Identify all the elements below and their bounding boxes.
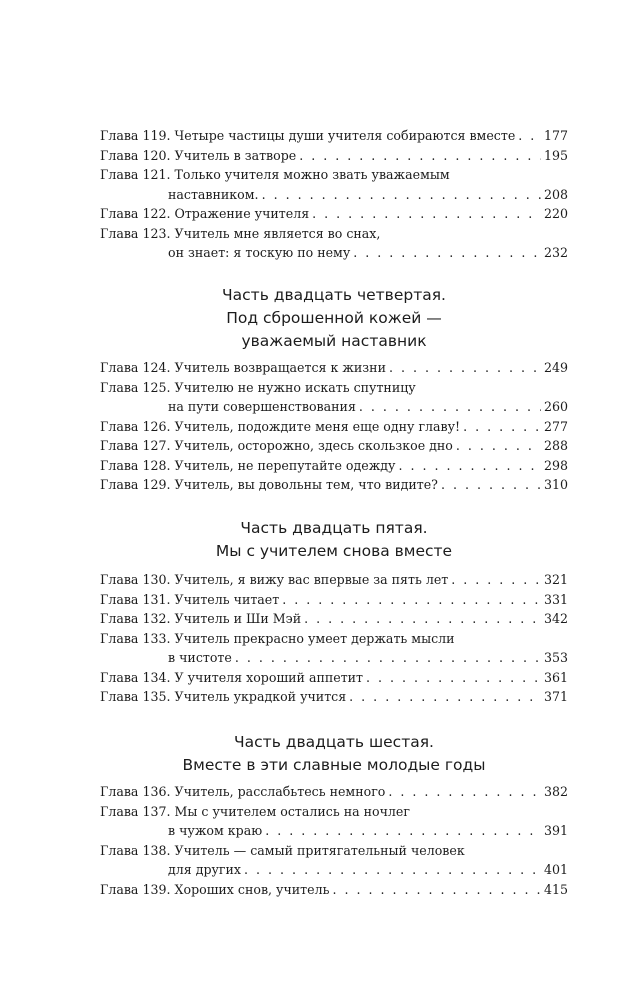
- chapter-number: Глава 129.: [100, 477, 171, 492]
- toc-entry: [100, 204, 568, 224]
- chapter-number: Глава 123.: [100, 225, 171, 241]
- part-heading-line: Мы с учителем снова вместе: [215, 542, 453, 560]
- chapter-title: У учителя хороший аппетит: [174, 669, 364, 685]
- page-number: 177: [543, 128, 568, 143]
- toc-group: [100, 358, 568, 495]
- chapter-number: Глава 134.: [100, 669, 171, 685]
- chapter-title: Учитель — самый притягательный человек: [174, 842, 465, 858]
- chapter-title: Учитель украдкой учится: [174, 689, 347, 704]
- chapter-title-continued: он знает: я тоскую по нему: [168, 245, 351, 260]
- page-number: 195: [543, 147, 568, 163]
- part-heading-line: Вместе в эти славные молодые годы: [182, 756, 486, 774]
- dot-leader: [235, 648, 541, 668]
- chapter-number: Глава 135.: [100, 689, 171, 704]
- toc-entry: [100, 629, 568, 668]
- chapter-number: Глава 131.: [100, 591, 171, 607]
- toc-entry: [100, 841, 568, 880]
- chapter-title-continued: для других: [168, 862, 242, 877]
- toc-entry: [100, 456, 568, 476]
- chapter-number: Глава 122.: [100, 206, 171, 221]
- page-number: 220: [543, 206, 568, 221]
- dot-leader: [388, 782, 541, 802]
- page-number: 391: [543, 823, 568, 838]
- page-number: 310: [543, 477, 568, 492]
- page-number: 331: [543, 591, 568, 607]
- toc-entry: [100, 687, 568, 707]
- chapter-title: Учитель мне является во снах,: [174, 225, 381, 241]
- chapter-number: Глава 137.: [100, 803, 171, 819]
- dot-leader: [265, 821, 541, 841]
- dot-leader: [312, 204, 541, 224]
- page-number: 353: [543, 650, 568, 665]
- dot-leader: [262, 185, 541, 205]
- chapter-title: Учитель читает: [174, 591, 280, 607]
- dot-leader: [451, 570, 541, 590]
- chapter-title: Хороших снов, учитель: [174, 881, 330, 897]
- page-number: 208: [543, 186, 568, 202]
- chapter-title: Учитель возвращается к жизни: [174, 360, 386, 375]
- chapter-title: Четыре частицы души учителя собираются вместе: [174, 128, 516, 143]
- chapter-title: Учитель, расслабьтесь немного: [174, 784, 386, 799]
- toc-entry: [100, 417, 568, 437]
- chapter-number: Глава 130.: [100, 572, 171, 587]
- page-number: 371: [543, 689, 568, 704]
- dot-leader: [463, 417, 541, 437]
- page-number: 298: [543, 457, 568, 473]
- toc-entry: [100, 224, 568, 263]
- chapter-number: Глава 139.: [100, 881, 171, 897]
- toc-entry: [100, 436, 568, 456]
- chapter-number: Глава 133.: [100, 630, 171, 646]
- part-heading: [100, 731, 568, 777]
- chapter-number: Глава 125.: [100, 379, 171, 395]
- chapter-title: Учитель, подождите меня еще одну главу!: [174, 418, 461, 434]
- chapter-title: Учителю не нужно искать спутницу: [174, 379, 416, 395]
- chapter-title: Учитель, не перепутайте одежду: [174, 457, 396, 473]
- toc-entry: [100, 358, 568, 378]
- dot-leader: [389, 358, 541, 378]
- toc-entry: [100, 165, 568, 204]
- chapter-number: Глава 124.: [100, 360, 171, 375]
- part-heading-line: Под сброшенной кожей —: [226, 309, 442, 327]
- dot-leader: [332, 880, 541, 900]
- chapter-title: Учитель, осторожно, здесь скользкое дно: [174, 438, 453, 453]
- toc-entry: [100, 802, 568, 841]
- dot-leader: [359, 397, 541, 417]
- toc-entry: [100, 590, 568, 610]
- chapter-number: Глава 128.: [100, 457, 171, 473]
- chapter-title: Учитель в затворе: [174, 147, 297, 163]
- chapter-title: Только учителя можно звать уважаемым: [174, 167, 450, 182]
- dot-leader: [398, 456, 540, 476]
- dot-leader: [366, 668, 541, 688]
- dot-leader: [441, 475, 541, 495]
- toc-group: [100, 570, 568, 707]
- page-number: 415: [543, 881, 568, 897]
- dot-leader: [353, 243, 541, 263]
- chapter-number: Глава 120.: [100, 147, 171, 163]
- toc-entry: [100, 668, 568, 688]
- chapter-title: Мы с учителем остались на ночлег: [174, 803, 410, 819]
- chapter-title-continued: на пути совершенствования: [168, 399, 356, 414]
- toc-group: [100, 782, 568, 899]
- page-number: 382: [543, 784, 568, 799]
- toc-entry: [100, 609, 568, 629]
- toc-group: [100, 126, 568, 263]
- page-number: 288: [543, 438, 568, 453]
- dot-leader: [518, 126, 541, 146]
- part-heading-line: Часть двадцать четвертая.: [222, 286, 446, 304]
- chapter-title: Учитель и Ши Мэй: [174, 611, 302, 626]
- chapter-number: Глава 136.: [100, 784, 171, 799]
- toc-entry: [100, 782, 568, 802]
- chapter-title: Учитель прекрасно умеет держать мысли: [174, 630, 455, 646]
- toc-entry: [100, 378, 568, 417]
- toc-entry: [100, 475, 568, 495]
- toc-entry: [100, 880, 568, 900]
- part-heading: [100, 284, 568, 353]
- part-heading-line: уважаемый наставник: [241, 332, 427, 350]
- toc-entry: [100, 570, 568, 590]
- chapter-number: Глава 127.: [100, 438, 171, 453]
- dot-leader: [456, 436, 541, 456]
- page-number: 321: [543, 572, 568, 587]
- chapter-title-continued: в чистоте: [168, 650, 232, 665]
- toc-entry: [100, 126, 568, 146]
- chapter-number: Глава 119.: [100, 128, 171, 143]
- toc-entry: [100, 146, 568, 166]
- page-number: 361: [543, 669, 568, 685]
- page-number: 249: [543, 360, 568, 375]
- dot-leader: [349, 687, 541, 707]
- page-number: 260: [543, 399, 568, 414]
- chapter-number: Глава 126.: [100, 418, 171, 434]
- part-heading-line: Часть двадцать шестая.: [234, 733, 434, 751]
- part-heading-line: Часть двадцать пятая.: [240, 519, 428, 537]
- chapter-title: Учитель, я вижу вас впервые за пять лет: [174, 572, 449, 587]
- page-number: 232: [543, 245, 568, 260]
- chapter-number: Глава 132.: [100, 611, 171, 626]
- chapter-number: Глава 121.: [100, 167, 171, 182]
- chapter-title: Учитель, вы довольны тем, что видите?: [174, 477, 438, 492]
- dot-leader: [299, 146, 541, 166]
- chapter-title-continued: наставником.: [168, 186, 259, 202]
- page-number: 401: [543, 862, 568, 877]
- dot-leader: [282, 590, 541, 610]
- page-number: 342: [543, 611, 568, 626]
- dot-leader: [304, 609, 541, 629]
- chapter-title: Отражение учителя: [174, 206, 310, 221]
- chapter-number: Глава 138.: [100, 842, 171, 858]
- part-heading: [100, 517, 568, 563]
- chapter-title-continued: в чужом краю: [168, 823, 263, 838]
- dot-leader: [244, 860, 541, 880]
- page-number: 277: [543, 418, 568, 434]
